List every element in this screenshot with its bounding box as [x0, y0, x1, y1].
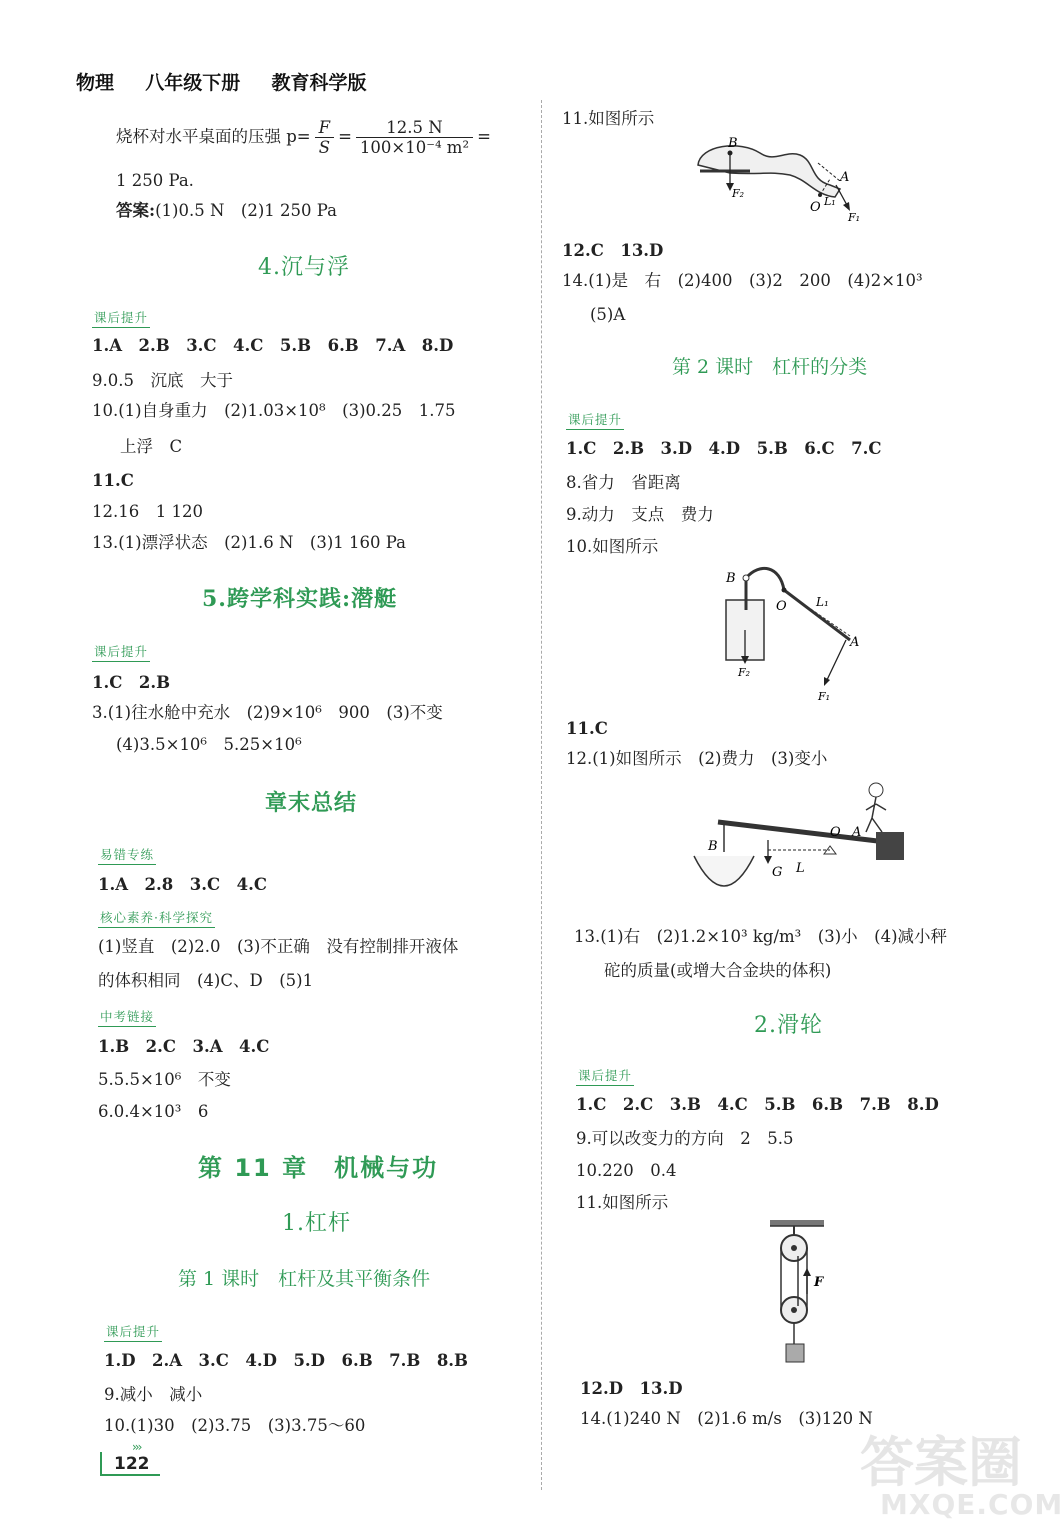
tag-after-class-3: 课后提升: [104, 1322, 162, 1342]
fig3-label-l: L: [796, 861, 805, 876]
tag-after-class-5: 课后提升: [576, 1066, 634, 1086]
s4-line-7: 13.(1)漂浮状态 (2)1.6 N (3)1 160 Pa: [92, 533, 406, 552]
s4-line-4: 上浮 C: [120, 437, 183, 456]
tag-after-class-4: 课后提升: [566, 410, 624, 430]
s5-line-2: 3.(1)往水舱中充水 (2)9×10⁶ 900 (3)不变: [92, 703, 443, 722]
page-number-box: [100, 1440, 160, 1476]
p-line-4: 11.如图所示: [576, 1193, 669, 1212]
answer-line: [116, 200, 337, 222]
fig4-label-f: F: [814, 1275, 824, 1290]
tag-after-class: 课后提升: [92, 308, 150, 328]
formula-eq: =: [338, 127, 352, 146]
lesson-2-title: 第 2 课时 杠杆的分类: [672, 356, 868, 378]
pressure-formula: [116, 118, 491, 157]
frac-num: 12.5 N: [356, 118, 473, 138]
l1-line-2: 9.减小 减小: [104, 1385, 203, 1404]
page-arrows: ›››: [132, 1440, 141, 1454]
s4-line-6: 12.16 1 120: [92, 502, 203, 521]
header: [76, 68, 367, 95]
fig3-bowl: [694, 856, 754, 886]
chapter-summary-title: 章末总结: [265, 790, 358, 816]
l2-line-1: 1.C 2.B 3.D 4.D 5.B 6.C 7.C: [566, 439, 882, 458]
figure-steelyard: [690, 780, 920, 920]
tag-core-literacy: 核心素养·科学探究: [98, 908, 215, 928]
tag-error-prone: 易错专练: [98, 845, 156, 865]
p-line-5: 12.D 13.D: [580, 1379, 683, 1398]
s4-line-2: 9.0.5 沉底 大于: [92, 371, 233, 390]
page-number: 122: [100, 1452, 160, 1476]
p-line-1: 1.C 2.C 3.B 4.C 5.B 6.B 7.B 8.D: [576, 1095, 939, 1114]
sum-line-2: (1)竖直 (2)2.0 (3)不正确 没有控制排开液体: [98, 937, 459, 956]
watermark-logo: 答案圈: [860, 1431, 1022, 1494]
column-divider: [541, 100, 542, 1490]
sum-line-1: 1.A 2.8 3.C 4.C: [98, 875, 267, 894]
fig4-fixed-axle: [791, 1245, 797, 1251]
fraction-values: [356, 118, 473, 157]
formula-prefix: 烧杯对水平桌面的压强 p=: [116, 127, 311, 146]
fig2-label-a: A: [850, 635, 860, 650]
fig3-g-arrow: [764, 856, 772, 864]
fig2-point-b: [743, 575, 749, 581]
l2-line-8: 砣的质量(或增大合金块的体积): [604, 961, 832, 980]
frac-f: F: [315, 118, 334, 138]
fig1-label-b: B: [728, 136, 738, 151]
l2-line-7: 13.(1)右 (2)1.2×10³ kg/m³ (3)小 (4)减小秤: [574, 927, 948, 946]
sum-line-4: 1.B 2.C 3.A 4.C: [98, 1037, 270, 1056]
pressure-result: 1 250 Pa.: [116, 171, 194, 190]
watermark-url: MXQE.COM: [880, 1488, 1063, 1521]
section-title-submarine: 5.跨学科实践:潜艇: [202, 586, 398, 612]
s4-line-1: 1.A 2.B 3.C 4.C 5.B 6.B 7.A 8.D: [92, 336, 454, 355]
chapter-title: 第 11 章 机械与功: [198, 1154, 439, 1182]
fig1-label-l1: L₁: [824, 195, 836, 208]
r-line-1: 11.如图所示: [562, 109, 655, 128]
formula-eq2: =: [477, 127, 491, 146]
sum-line-3: 的体积相同 (4)C、D (5)1: [98, 971, 314, 990]
r-line-3: 14.(1)是 右 (2)400 (3)2 200 (4)2×10³: [562, 271, 923, 290]
fig4-f-arrow: [803, 1268, 811, 1276]
tag-exam-link: 中考链接: [98, 1007, 156, 1027]
l1-line-1: 1.D 2.A 3.C 4.D 5.D 6.B 7.B 8.B: [104, 1351, 468, 1370]
fig2-label-o: O: [776, 599, 787, 614]
l2-line-5: 11.C: [566, 719, 608, 738]
l2-line-2: 8.省力 省距离: [566, 473, 681, 492]
fig3-weight-box: [876, 832, 904, 860]
fig1-label-a: A: [840, 170, 850, 185]
r-line-2: 12.C 13.D: [562, 241, 664, 260]
section-title-sink-float: 4.沉与浮: [258, 255, 350, 280]
answer-label: 答案:: [116, 201, 156, 220]
fig2-label-f2: F₂: [738, 666, 751, 679]
p-line-2: 9.可以改变力的方向 2 5.5: [576, 1129, 794, 1148]
figure-lever-stapler: [690, 135, 870, 225]
fig2-label-b: B: [726, 571, 736, 586]
fig2-label-l1: L₁: [816, 595, 829, 609]
fig3-label-g: G: [772, 865, 783, 880]
fig1-dash: [818, 163, 840, 181]
figure-water-pump: [700, 560, 900, 710]
fig1-label-f2: F₂: [732, 187, 745, 200]
fig2-point-o: [782, 588, 787, 593]
fraction-fs: [315, 118, 334, 157]
frac-s: S: [318, 138, 331, 157]
section-title-pulley: 2.滑轮: [754, 1013, 823, 1038]
fig2-f1-line: [826, 640, 846, 682]
frac-den: 100×10⁻⁴ m²: [359, 138, 470, 157]
s5-line-1: 1.C 2.B: [92, 673, 171, 692]
s4-line-3: 10.(1)自身重力 (2)1.03×10⁸ (3)0.25 1.75: [92, 401, 456, 420]
fig1-label-f1: F₁: [848, 211, 861, 224]
header-grade: 八年级下册: [145, 72, 241, 94]
l2-line-3: 9.动力 支点 费力: [566, 505, 714, 524]
fig4-moving-axle: [791, 1307, 797, 1313]
lesson-1-title: 第 1 课时 杠杆及其平衡条件: [178, 1268, 431, 1290]
fig3-person-head: [869, 783, 883, 797]
fig2-f1-arrow: [824, 677, 830, 686]
l2-line-4: 10.如图所示: [566, 537, 659, 556]
fig4-ceiling: [770, 1220, 824, 1226]
s4-line-5: 11.C: [92, 471, 134, 490]
l2-line-6: 12.(1)如图所示 (2)费力 (3)变小: [566, 749, 828, 768]
s5-line-3: (4)3.5×10⁶ 5.25×10⁶: [116, 735, 302, 754]
fig3-label-o: O: [830, 825, 841, 840]
r-line-4: (5)A: [590, 305, 626, 324]
fig1-f1-arrow: [843, 202, 850, 211]
answer-text: (1)0.5 N (2)1 250 Pa: [155, 201, 337, 220]
fig1-label-o: O: [810, 200, 821, 215]
sum-line-5: 5.5.5×10⁶ 不变: [98, 1070, 231, 1089]
fig3-label-a: A: [852, 825, 862, 840]
l1-line-3: 10.(1)30 (2)3.75 (3)3.75～60: [104, 1416, 366, 1435]
fig4-load-block: [786, 1344, 804, 1362]
tag-after-class-2: 课后提升: [92, 642, 150, 662]
section-title-lever: 1.杠杆: [282, 1211, 351, 1236]
fig2-label-f1: F₁: [818, 690, 831, 703]
fig3-label-b: B: [708, 839, 718, 854]
header-edition: 教育科学版: [271, 72, 367, 94]
p-line-3: 10.220 0.4: [576, 1161, 677, 1180]
header-subject: 物理: [76, 72, 115, 94]
fig3-person-body: [866, 797, 886, 832]
sum-line-6: 6.0.4×10³ 6: [98, 1102, 209, 1121]
p-line-6: 14.(1)240 N (2)1.6 m/s (3)120 N: [580, 1409, 873, 1428]
figure-pulley-system: [760, 1214, 840, 1370]
